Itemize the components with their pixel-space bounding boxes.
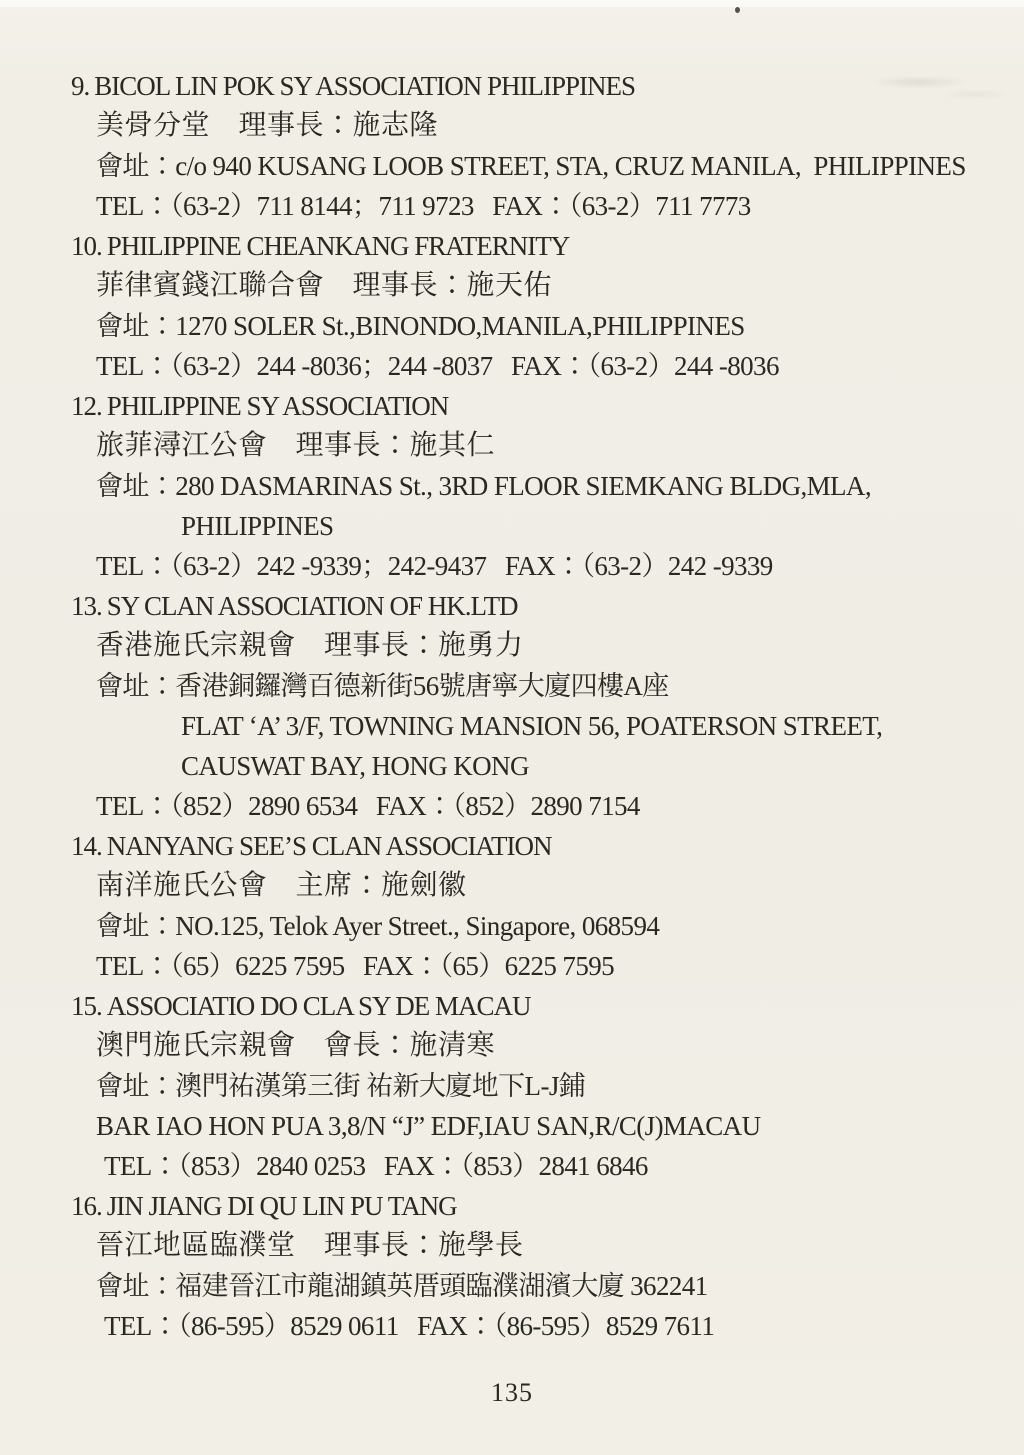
entry-title-line <box>0 986 1024 1026</box>
entry-telfax-line: TEL：（853）2840 0253 FAX：（853）2841 6846 <box>104 1151 648 1181</box>
entry-12 <box>0 386 1024 586</box>
entry-number: 9. <box>71 71 90 101</box>
entry-title-line <box>0 586 1024 626</box>
entry-telfax-line: TEL：（63-2）242 -9339；242-9437 FAX：（63-2）242 -9339 <box>96 551 773 581</box>
scan-artifact-dot <box>735 7 740 13</box>
entry-cn-name-line: 菲律賓錢江聯合會 理事長：施天佑 <box>96 270 553 301</box>
entry-telfax-line: TEL：（63-2）711 8144；711 9723 FAX：（63-2）711 7773 <box>96 191 751 221</box>
entry-telfax-line: TEL：（65）6225 7595 FAX：（65）6225 7595 <box>96 951 615 981</box>
entry-14 <box>0 826 1024 986</box>
entry-title: NANYANG SEE’S CLAN ASSOCIATION <box>106 831 552 861</box>
entry-13 <box>0 586 1024 826</box>
entry-telfax-line: TEL：（852）2890 6534 FAX：（852）2890 7154 <box>96 791 640 821</box>
entry-title: JIN JIANG DI QU LIN PU TANG <box>106 1191 457 1221</box>
entry-title: SY CLAN ASSOCIATION OF HK.LTD <box>106 591 518 621</box>
entry-cn-name-line: 旅菲潯江公會 理事長：施其仁 <box>96 430 496 461</box>
entry-address-line: 會址：NO.125, Telok Ayer Street., Singapore, 068594 <box>96 911 660 941</box>
entry-address-line-2: BAR IAO HON PUA 3,8/N “J” EDF,IAU SAN,R/C(J)MACAU <box>96 1111 761 1141</box>
entry-cn-name-line: 美骨分堂 理事長：施志隆 <box>96 110 439 141</box>
entry-cn-name-line: 晉江地區臨濮堂 理事長：施學長 <box>96 1230 524 1261</box>
entry-address-line: 會址：香港銅鑼灣百德新街56號唐寧大廈四樓A座 <box>96 671 669 701</box>
scan-bleedthrough-mark <box>855 62 1015 112</box>
entry-cn-name-line: 澳門施氏宗親會 會長：施清寒 <box>96 1030 496 1061</box>
scan-edge-strip <box>0 0 1024 7</box>
entry-title: BICOL LIN POK SY ASSOCIATION PHILIPPINES <box>94 71 636 101</box>
entry-number: 10. <box>71 231 102 261</box>
page-number: 135 <box>491 1378 533 1407</box>
entry-address-line: 會址：福建晉江市龍湖鎮英厝頭臨濮湖濱大廈 362241 <box>96 1271 708 1301</box>
entry-title: ASSOCIATIO DO CLA SY DE MACAU <box>106 991 531 1021</box>
entry-number: 13. <box>71 591 102 621</box>
page-footer <box>0 1378 1024 1408</box>
entry-number: 12. <box>71 391 102 421</box>
entry-number: 16. <box>71 1191 102 1221</box>
entry-cn-name-line: 南洋施氏公會 主席：施劍徽 <box>96 870 467 901</box>
entry-address-line-2: FLAT ‘A’ 3/F, TOWNING MANSION 56, POATERSON STREET, <box>181 711 883 741</box>
entry-telfax-line: TEL：（63-2）244 -8036；244 -8037 FAX：（63-2）244 -8036 <box>96 351 779 381</box>
entry-address-line: 會址：280 DASMARINAS St., 3RD FLOOR SIEMKANG BLDG,MLA, <box>96 471 871 501</box>
entry-10 <box>0 226 1024 386</box>
entry-title-line <box>0 226 1024 266</box>
entry-title: PHILIPPINE CHEANKANG FRATERNITY <box>106 231 570 261</box>
entry-title-line <box>0 386 1024 426</box>
entry-title-line <box>0 826 1024 866</box>
entry-cn-name-line: 香港施氏宗親會 理事長：施勇力 <box>96 630 524 661</box>
entry-address-line: 會址：c/o 940 KUSANG LOOB STREET, STA, CRUZ MANILA, PHILIPPINES <box>96 151 966 181</box>
entry-15 <box>0 986 1024 1186</box>
entry-title-line <box>0 1186 1024 1226</box>
entry-telfax-line: TEL：（86-595）8529 0611 FAX：（86-595）8529 7611 <box>104 1311 715 1341</box>
entry-address-line-2: PHILIPPINES <box>181 511 334 541</box>
entry-address-line-3: CAUSWAT BAY, HONG KONG <box>181 751 529 781</box>
entry-number: 14. <box>71 831 102 861</box>
entry-title: PHILIPPINE SY ASSOCIATION <box>106 391 449 421</box>
entry-address-line: 會址：1270 SOLER St.,BINONDO,MANILA,PHILIPPINES <box>96 311 745 341</box>
entry-16 <box>0 1186 1024 1346</box>
entry-address-line: 會址：澳門祐漢第三街 祐新大廈地下L-J鋪 <box>96 1071 586 1101</box>
entry-number: 15. <box>71 991 102 1021</box>
